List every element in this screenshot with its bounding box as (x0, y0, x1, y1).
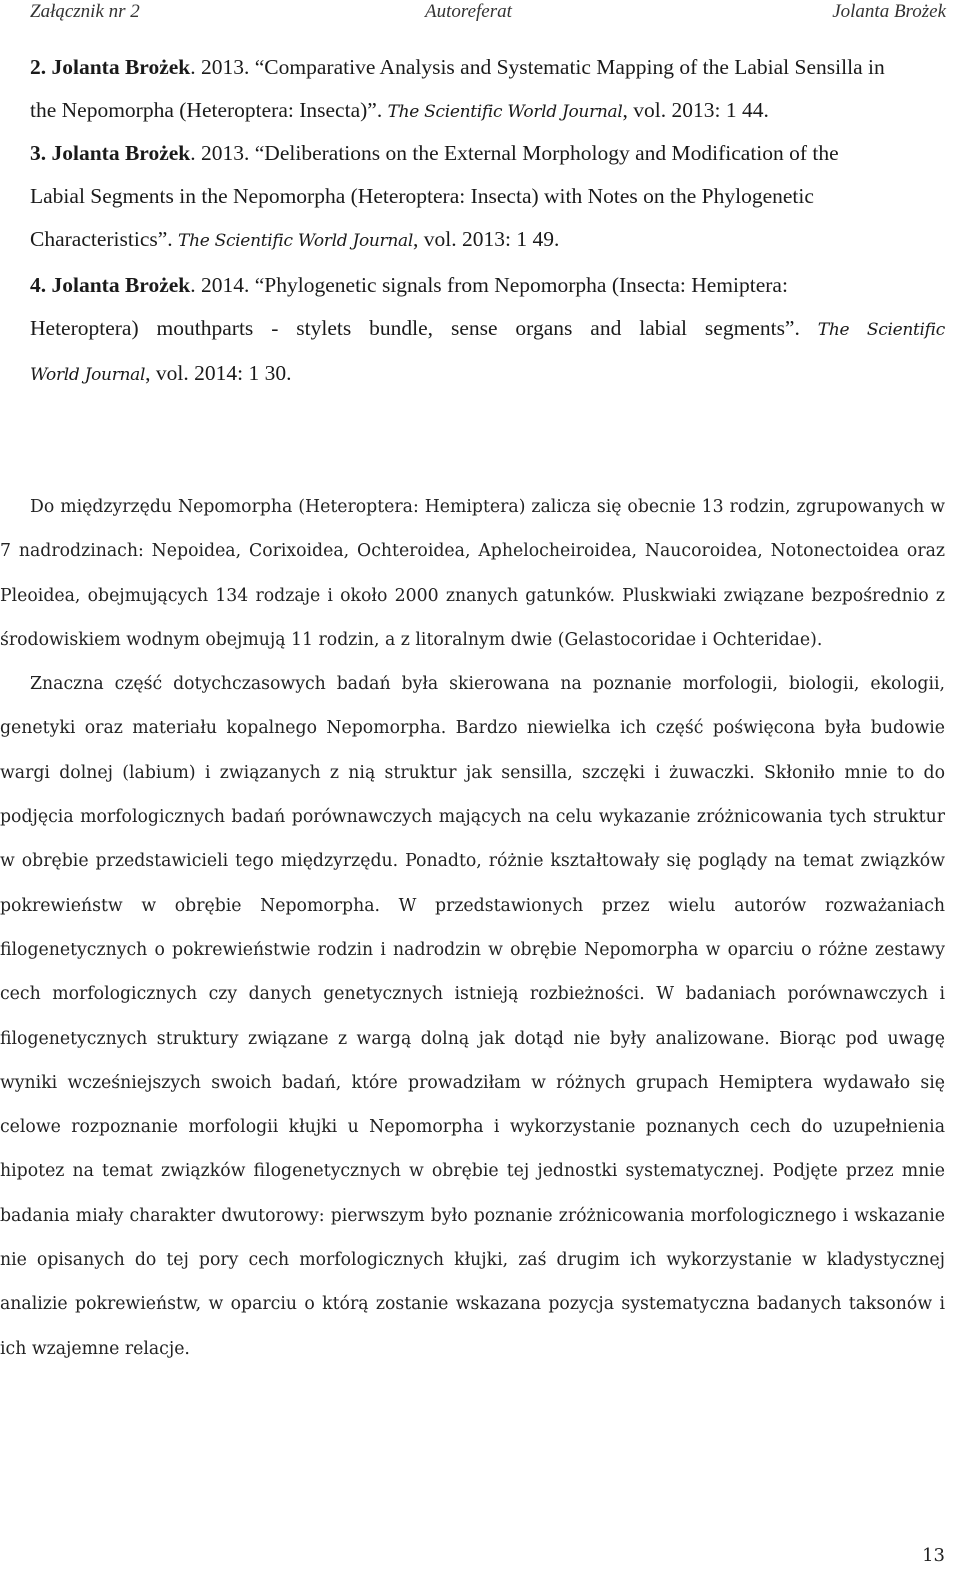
journal-name-part2: World Journal (30, 365, 146, 385)
reference-3 (0, 132, 945, 263)
reference-4-line1 (0, 264, 945, 307)
reference-4 (0, 264, 945, 397)
reference-4-line3 (0, 352, 945, 397)
paragraph-1: Do międzyrzędu Nepomorpha (Heteroptera: Hemiptera) zalicza się obecnie 13 rodzin, zgrupowanych w 7 nadrodzinach: Nepoidea, Corixoidea, Ochteroidea, Aphelocheiroidea, Naucoroidea, Notonectoidea oraz Pleoidea, obejmujących 134 rodzaje i około 2000 znanych gatunków. Pluskwiaki związane bezpośrednio z środowiskiem wodnym obejmują 11 rodzin, a z litoralnym dwie (Gelastocoridae i Ochteridae). (0, 497, 945, 650)
reference-3-line2: Labial Segments in the Nepomorpha (Heteroptera: Insecta) with Notes on the Phylogenetic (30, 184, 814, 208)
page-number: 13 (922, 1545, 945, 1566)
reference-year: . 2013. (190, 141, 250, 165)
reference-author: Jolanta Brożek (51, 141, 191, 165)
reference-year: . 2014. (190, 273, 250, 297)
reference-title-cont: the Nepomorpha (Heteroptera: Insecta)”. (30, 98, 388, 122)
reference-2-line2 (0, 89, 945, 134)
reference-author: Jolanta Brożek (51, 55, 191, 79)
reference-number: 2. (30, 55, 47, 79)
header-left: Załącznik nr 2 (30, 1, 140, 22)
reference-2-line1 (0, 46, 945, 89)
reference-number: 4. (30, 273, 47, 297)
journal-name-part1: The Scientific (817, 320, 946, 340)
journal-name: The Scientific World Journal (387, 102, 623, 122)
reference-title-cont: Characteristics”. (30, 227, 179, 251)
reference-2 (0, 46, 945, 134)
reference-title: “Deliberations on the External Morphology and Modification of the (254, 141, 839, 165)
reference-title: “Phylogenetic signals from Nepomorpha (Insecta: Hemiptera: (254, 273, 788, 297)
reference-4-line2 (0, 307, 945, 352)
reference-volume: , vol. 2013: 1 44. (622, 98, 769, 122)
paragraph-2: Znaczna część dotychczasowych badań była skierowana na poznanie morfologii, biologii, ekologii, genetyki oraz materiału kopalnego Nepomorpha. Bardzo niewielka ich część poświęcona była budowie wargi dolnej (labium) i związanych z nią struktur jak sensilla, szczęki i żuwaczki. Skłoniło mnie to do podjęcia morfologicznych badań porównawczych mających na celu wykazanie zróżnicowania tych struktur w obrębie przedstawicieli tego międzyrzędu. Ponadto, różnie kształtowały się poglądy na temat związków pokrewieństw w obrębie Nepomorpha. W przedstawionych przez wielu autorów rozważaniach filogenetycznych o pokrewieństwie rodzin i nadrodzin w obrębie Nepomorpha w oparciu o różne zestawy cech morfologicznych czy danych genetycznych istnieją rozbieżności. W badaniach porównawczych i filogenetycznych struktury związane z wargą dolną jak dotąd nie były analizowane. Biorąc pod uwagę wyniki wcześniejszych swoich badań, które prowadziłam w różnych grupach Hemiptera wydawało się celowe rozpoznanie morfologii kłujki u Nepomorpha i wykorzystanie poznanych cech do uzupełnienia hipotez na temat związków filogenetycznych w obrębie tej jednostki systematycznej. Podjęte przez mnie badania miały charakter dwutorowy: pierwszym było poznanie zróżnicowania morfologicznego i wskazanie nie opisanych do tej pory cech morfologicznych kłujki, zaś drugim ich wykorzystanie w kladystycznej analizie pokrewieństw, w oparciu o którą zostanie wskazana pozycja systematyczna badanych taksonów i ich wzajemne relacje. (0, 674, 945, 1359)
header-center: Autoreferat (425, 1, 512, 22)
reference-volume: , vol. 2014: 1 30. (145, 361, 292, 385)
reference-number: 3. (30, 141, 47, 165)
reference-title-cont: Heteroptera) mouthparts - stylets bundle, sense organs and labial segments”. (30, 316, 818, 340)
header-right: Jolanta Brożek (832, 1, 946, 22)
reference-author: Jolanta Brożek (51, 273, 191, 297)
reference-3-line3 (0, 218, 945, 263)
reference-year: . 2013. (190, 55, 250, 79)
journal-name: The Scientific World Journal (178, 231, 413, 251)
reference-title: “Comparative Analysis and Systematic Mapping of the Labial Sensilla in (254, 55, 885, 79)
body-text (0, 485, 945, 1371)
reference-volume: , vol. 2013: 1 49. (413, 227, 560, 251)
reference-3-line1 (0, 132, 945, 175)
